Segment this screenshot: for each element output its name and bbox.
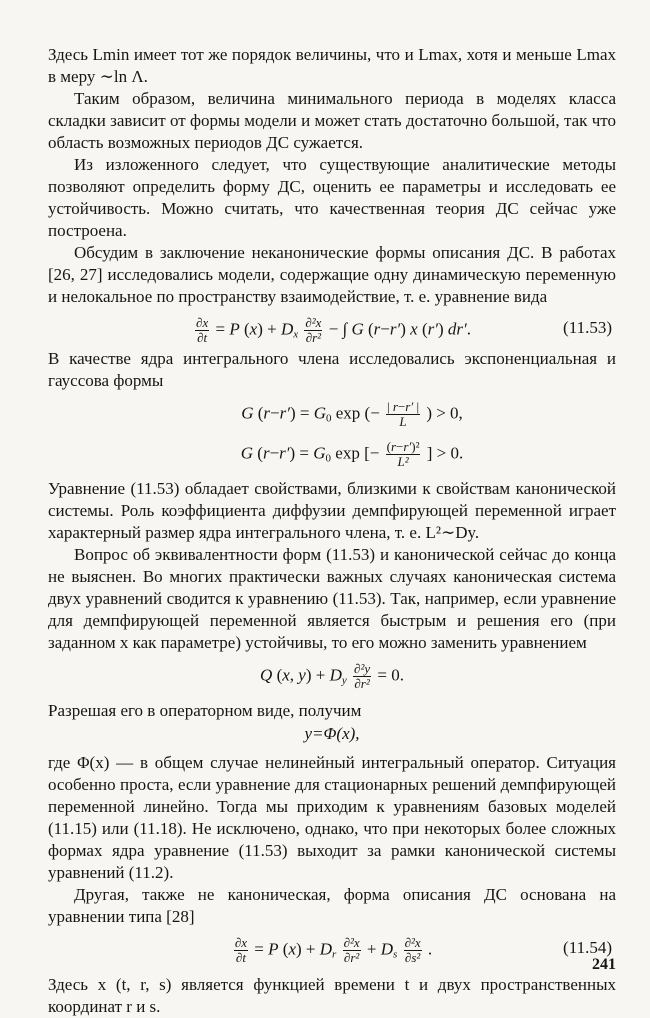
equation-number-11-54: (11.54) xyxy=(563,938,612,957)
paragraph-1: Здесь Lmin имеет тот же порядок величины, что и Lmax, хотя и меньше Lmax в меру ∼ln Λ. xyxy=(48,45,616,86)
paragraph-6: Уравнение (11.53) обладает свойствами, близкими к свойствам канонической системы. Роль коэффициента диффузии демпфирующей переменной играет характерный размер ядра интегрального члена, т. е. L²∼Dy. xyxy=(48,479,616,542)
paragraph-5: В качестве ядра интегрального члена исследовались экспоненциальная и гауссова формы xyxy=(48,349,616,390)
equation-q: Q (x, $y) + D_y$ $\frac{\text{∂²y}}{\text{∂r²}}$ = 0. xyxy=(260,661,404,691)
equation-11-54: $\frac{\partial x}{\partial t}$ = P $(x) + D_r$ $\frac{\text{∂²x}}{\text{∂r²}}$ + $D_s$ $\frac{\text{∂²x}}{\text{∂s²}}$ . (11.54) xyxy=(234,935,612,965)
paragraph-4: Обсудим в заключение неканонические формы описания ДС. В работах [26, 27] исследовались модели, содержащие одну динамическую переменную и нелокальное по пространству взаимодействие, т. е. уравнение вида xyxy=(48,243,616,306)
equation-y-phi-body: y=Φ(x), xyxy=(304,724,360,743)
equation-kernel-exponential: G $(r-r') = G_0$ exp (− $\frac{| r-r' |}{L}$ ) > 0, xyxy=(241,399,463,429)
equation-y-phi xyxy=(48,722,616,746)
equation-11-53-body: $\frac{\partial x}{\partial t}$ = P $(x) + D_x$ $\frac{\text{∂²x}}{\text{∂r²}}$ − ∫ G (r−r′) x (r′) dr′. xyxy=(196,315,471,345)
equation-kernel-gaussian: G $(r-r') = G_0$ exp [− $\frac{\text{(r−r′)²}}{\text{L²}}$ ] > 0. xyxy=(240,439,464,469)
paragraph-11: Здесь x (t, r, s) является функцией времени t и двух пространственных координат r и s. xyxy=(48,975,616,1016)
equation-11-53 xyxy=(48,308,616,348)
equation-number-11-53: (11.53) xyxy=(563,318,612,337)
document-page xyxy=(48,44,616,1018)
paragraph-7: Вопрос об эквивалентности форм (11.53) и канонической сейчас до конца не выяснен. Во многих практически важных случаях каноническая система двух уравнений сводится к уравнению (11.53). Так, например, если уравнение для демпфирующей переменной является быстрым и решения его (при заданном x как параметре) устойчивы, то его можно заменить уравнением xyxy=(48,545,616,652)
paragraph-9: где Φ(x) — в общем случае нелинейный интегральный оператор. Ситуация особенно проста, если уравнение для стационарных решений демпфирующей переменной линейно. Тогда мы приходим к уравнениям базовых моделей (11.15) или (11.18). Не исключено, однако, что при некоторых более сложных формах ядра уравнение (11.53) выходит за рамки канонической системы уравнений (11.2). xyxy=(48,753,616,882)
paragraph-3: Из изложенного следует, что существующие аналитические методы позволяют определить форму ДС, оценить ее параметры и исследовать ее устойчивость. Можно считать, что качественная теория ДС сейчас уже построена. xyxy=(48,155,616,240)
paragraph-2: Таким образом, величина минимального периода в моделях класса складки зависит от формы модели и может стать достаточно большой, так что область возможных периодов ДС сужается. xyxy=(48,89,616,152)
paragraph-10: Другая, также не каноническая, форма описания ДС основана на уравнении типа [28] xyxy=(48,885,616,926)
page-number: 241 xyxy=(592,956,616,973)
paragraph-8: Разрешая его в операторном виде, получим xyxy=(48,701,362,720)
